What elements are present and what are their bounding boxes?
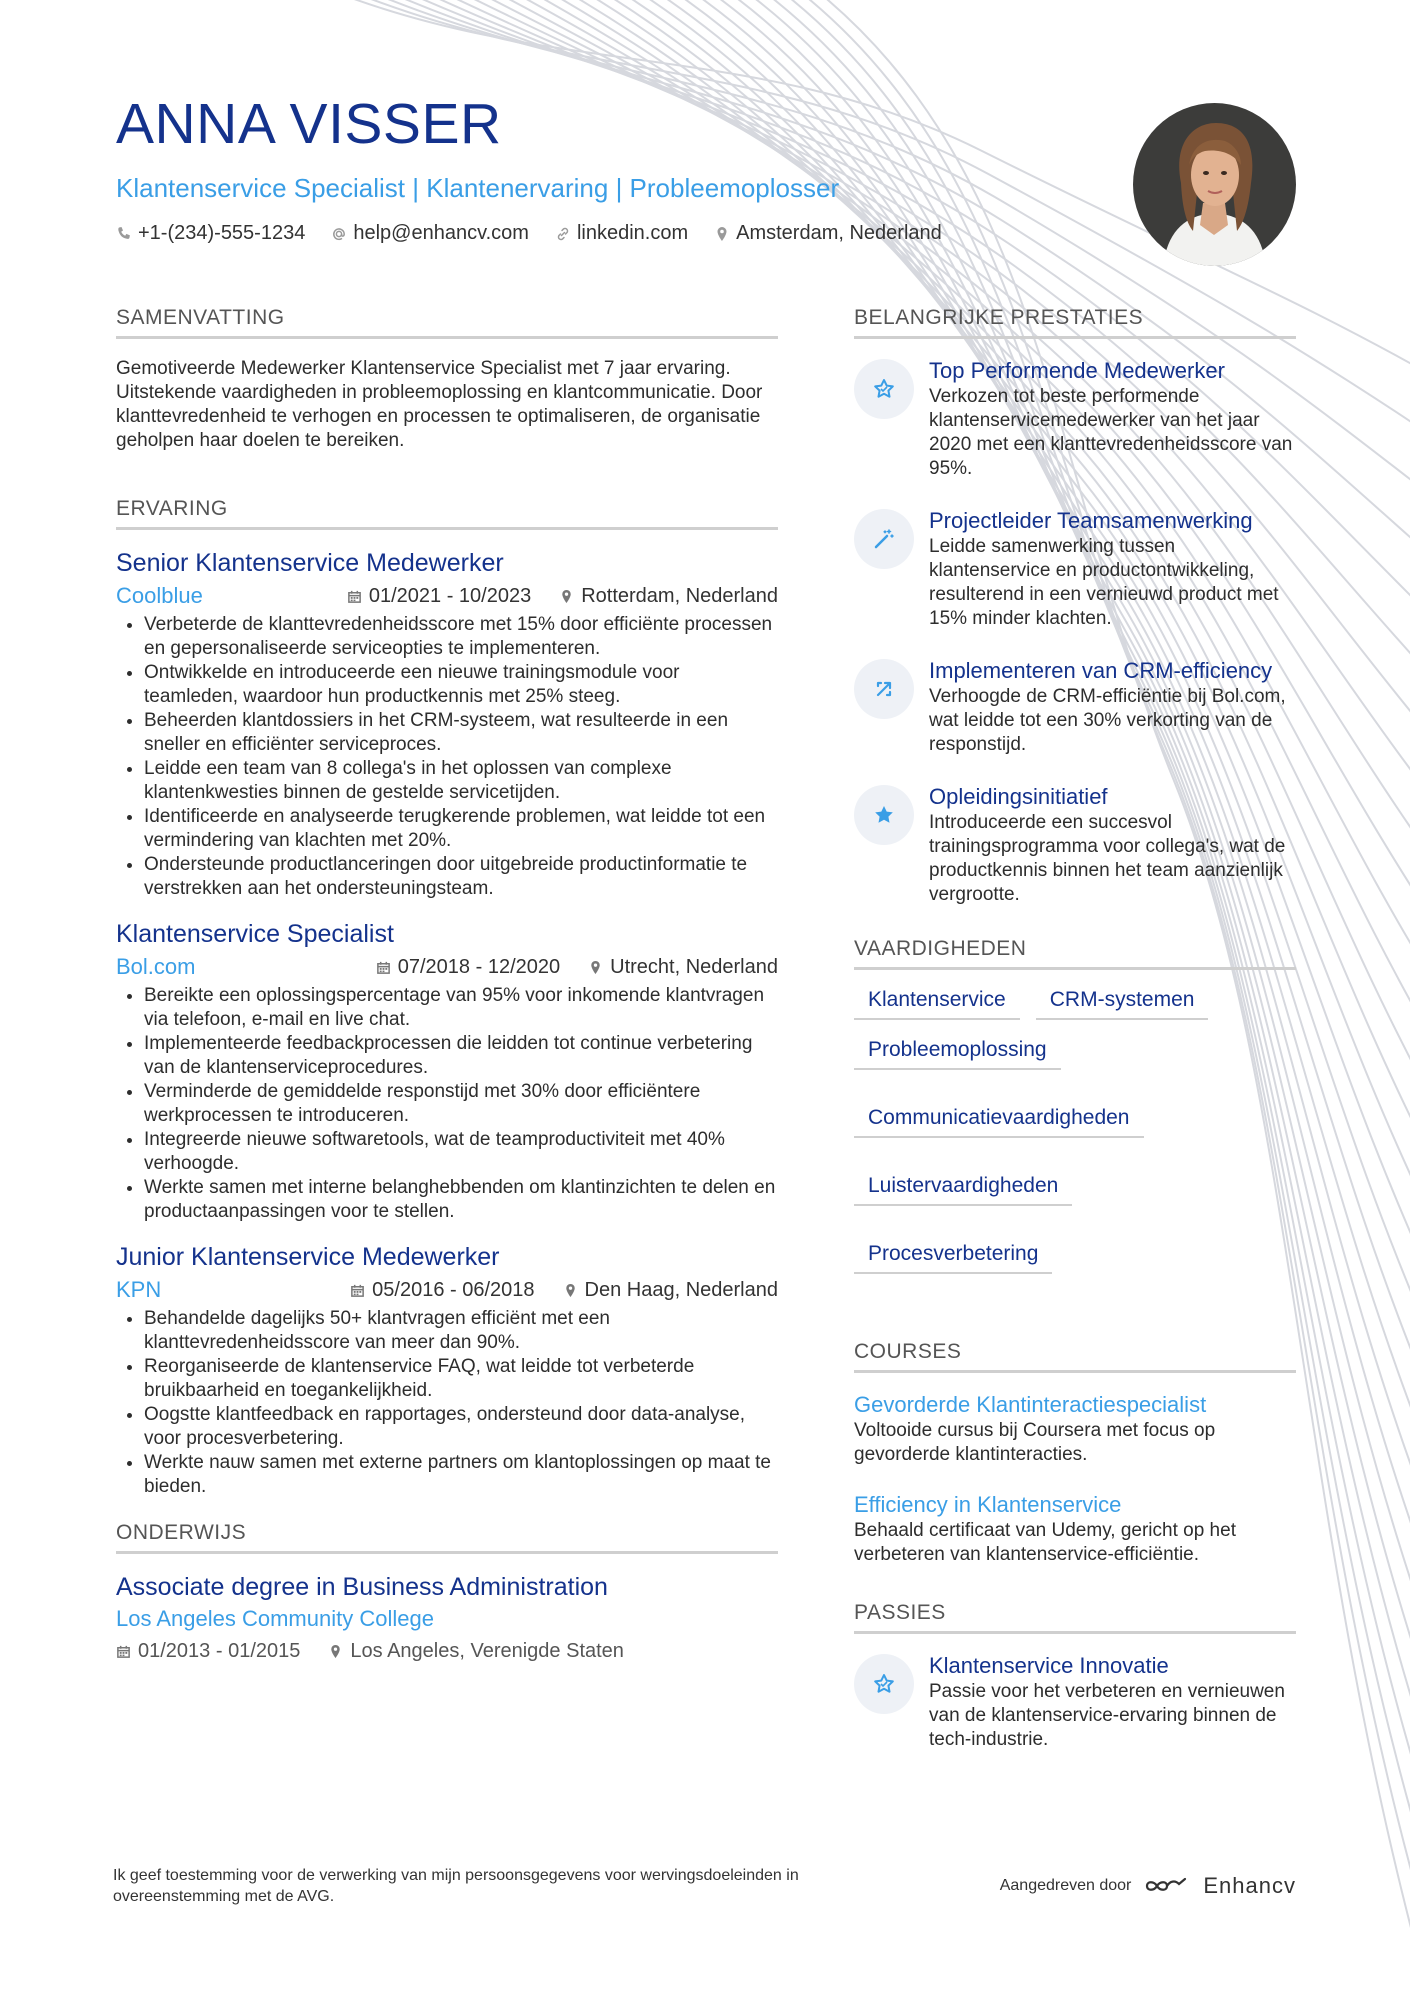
job-title: Junior Klantenservice Medewerker — [116, 1243, 500, 1271]
passion-title: Klantenservice Innovatie — [929, 1653, 1169, 1678]
profile-photo — [1133, 103, 1296, 266]
section-title-experience: ERVARING — [116, 497, 778, 530]
bullet-item: • Verminderde de gemiddelde responstijd met 30% door efficiëntere werkprocessen te introduceren. — [144, 1080, 778, 1128]
contact-list — [116, 222, 1116, 245]
achievement-title: Implementeren van CRM-efficiency — [929, 658, 1273, 683]
calendar-icon — [350, 1283, 365, 1298]
passions-section — [854, 1601, 1296, 1752]
course-title: Efficiency in Klantenservice — [854, 1492, 1122, 1517]
bullet-item: • Bereikte een oplossingspercentage van 95% voor inkomende klantvragen via telefoon, e-mail en live chat. — [144, 984, 778, 1032]
bullet-item: • Implementeerde feedbackprocessen die leidden tot continue verbetering van de klantenserviceprocedures. — [144, 1032, 778, 1080]
job-bullets — [116, 984, 778, 1224]
summary-section — [116, 306, 778, 453]
company-name: Bol.com — [116, 954, 196, 979]
phone-text: +1-(234)-555-1234 — [138, 222, 306, 245]
star-outline-icon — [854, 359, 914, 419]
job-dates — [350, 1279, 534, 1302]
job-entry — [116, 548, 778, 901]
course-item — [854, 1491, 1296, 1567]
bullet-item: • Leidde een team van 8 collega's in het oplossen van complexe klantenkwesties binnen de gestelde servicetijden. — [144, 757, 778, 805]
resume-header — [116, 92, 1116, 245]
location-icon — [563, 1283, 578, 1298]
bullet-item: • Werkte nauw samen met externe partners om klantoplossingen op maat te bieden. — [144, 1451, 778, 1499]
achievement-item — [854, 357, 1296, 481]
bullet-item: • Identificeerde en analyseerde terugkerende problemen, wat leidde tot een vermindering van klachten met 20%. — [144, 805, 778, 853]
job-meta — [116, 1277, 778, 1303]
education-dates — [116, 1640, 300, 1663]
phone-icon — [116, 226, 132, 242]
job-dates — [347, 585, 531, 608]
right-column — [854, 306, 1296, 1796]
job-dates — [376, 956, 560, 979]
section-title-education: ONDERWIJS — [116, 1521, 778, 1554]
achievement-title: Opleidingsinitiatief — [929, 784, 1108, 809]
achievement-item — [854, 507, 1296, 631]
bullet-item: • Reorganiseerde de klantenservice FAQ, wat leidde tot verbeterde bruikbaarheid en toegankelijkheid. — [144, 1355, 778, 1403]
job-dates-text: 07/2018 - 12/2020 — [397, 955, 561, 978]
education-location — [328, 1640, 624, 1663]
calendar-icon — [376, 960, 391, 975]
section-title-skills: VAARDIGHEDEN — [854, 937, 1296, 970]
calendar-icon — [347, 589, 362, 604]
achievement-item — [854, 657, 1296, 757]
headline: Klantenservice Specialist | Klantenervaring | Probleemoplosser — [116, 173, 840, 203]
linkedin-text: linkedin.com — [576, 222, 689, 245]
contact-location — [714, 222, 942, 245]
job-bullets — [116, 1307, 778, 1499]
skill-tag: Probleemoplossing — [854, 1038, 1061, 1070]
job-location-text: Utrecht, Nederland — [610, 955, 778, 978]
company-name: KPN — [116, 1277, 162, 1302]
job-dates-text: 01/2021 - 10/2023 — [368, 584, 532, 607]
course-text: Behaald certificaat van Udemy, gericht op het verbeteren van klantenservice-efficiëntie. — [854, 1520, 1236, 1565]
job-title: Senior Klantenservice Medewerker — [116, 549, 504, 577]
job-location — [559, 585, 778, 608]
job-location — [588, 956, 778, 979]
degree-title: Associate degree in Business Administration — [116, 1573, 608, 1601]
footer — [113, 1865, 1296, 1907]
skill-tag: CRM-systemen — [1036, 988, 1209, 1020]
bullet-item: • Beheerden klantdossiers in het CRM-systeem, wat resulteerde in een sneller en efficiënter serviceproces. — [144, 709, 778, 757]
candidate-name: ANNA VISSER — [116, 92, 502, 156]
skills-list — [854, 988, 1296, 1274]
skill-tag: Procesverbetering — [854, 1242, 1052, 1274]
section-title-achievements: BELANGRIJKE PRESTATIES — [854, 306, 1296, 339]
job-location-text: Den Haag, Nederland — [584, 1278, 778, 1301]
job-entry — [116, 919, 778, 1224]
job-meta — [116, 583, 778, 609]
star-outline-icon — [854, 1654, 914, 1714]
powered-by-label: Aangedreven door — [999, 1877, 1132, 1894]
job-location — [563, 1279, 778, 1302]
link-icon — [555, 226, 571, 242]
bullet-item: • Behandelde dagelijks 50+ klantvragen efficiënt met een klanttevredenheidsscore van meer dan 90%. — [144, 1307, 778, 1355]
achievement-text: Leidde samenwerking tussen klantenservice en productontwikkeling, resulterend in een vernieuwd product met 15% minder klachten. — [929, 536, 1279, 629]
achievement-title: Top Performende Medewerker — [929, 358, 1225, 383]
job-entry — [116, 1242, 778, 1499]
consent-text: Ik geef toestemming voor de verwerking van mijn persoonsgegevens voor wervingsdoeleinden in overeenstemming met de AVG. — [113, 1867, 799, 1905]
at-icon — [331, 226, 347, 242]
achievements-section — [854, 306, 1296, 907]
skill-tag: Klantenservice — [854, 988, 1020, 1020]
bullet-item: • Ontwikkelde en introduceerde een nieuwe trainingsmodule voor teamleden, waardoor hun productkennis met 25% steeg. — [144, 661, 778, 709]
education-meta — [116, 1640, 778, 1663]
education-section — [116, 1521, 778, 1663]
location-icon — [714, 226, 730, 242]
job-meta — [116, 954, 778, 980]
skills-section — [854, 937, 1296, 1274]
school-name: Los Angeles Community College — [116, 1606, 434, 1631]
location-text: Amsterdam, Nederland — [736, 222, 942, 245]
location-icon — [559, 589, 574, 604]
job-dates-text: 05/2016 - 06/2018 — [372, 1278, 535, 1301]
brand-name: Enhancv — [1203, 1873, 1296, 1898]
course-item — [854, 1391, 1296, 1467]
achievement-text: Introduceerde een succesvol trainingsprogramma voor collega's, wat de productkennis binnen het team aanzienlijk vergrootte. — [929, 812, 1286, 905]
company-name: Coolblue — [116, 583, 203, 608]
location-icon — [588, 960, 603, 975]
bullet-item: • Verbeterde de klanttevredenheidsscore met 15% door efficiënte processen en gepersonaliseerde serviceopties te implementeren. — [144, 613, 778, 661]
transfer-icon — [854, 659, 914, 719]
calendar-icon — [116, 1644, 131, 1659]
location-icon — [328, 1644, 343, 1659]
bullet-item: • Integreerde nieuwe softwaretools, wat de teamproductiviteit met 40% verhoogde. — [144, 1128, 778, 1176]
bullet-item: • Ondersteunde productlanceringen door uitgebreide productinformatie te verstrekken aan het ondersteuningsteam. — [144, 853, 778, 901]
job-bullets — [116, 613, 778, 901]
contact-phone[interactable] — [116, 222, 305, 245]
skill-tag: Luistervaardigheden — [854, 1174, 1072, 1206]
summary-text: Gemotiveerde Medewerker Klantenservice Specialist met 7 jaar ervaring. Uitstekende vaardigheden in probleemoplossing en klantcommunicatie. Door klanttevredenheid te verhogen en processen te optimaliseren, de organisatie geholpen haar doelen te bereiken. — [116, 358, 763, 451]
passion-text: Passie voor het verbeteren en vernieuwen van de klantenservice-ervaring binnen de tech-industrie. — [929, 1681, 1285, 1750]
enhancv-logo-icon — [1143, 1874, 1191, 1898]
skill-tag: Communicatievaardigheden — [854, 1106, 1144, 1138]
achievement-text: Verkozen tot beste performende klantenservicemedewerker van het jaar 2020 met een klanttevredenheidsscore van 95%. — [929, 386, 1293, 479]
experience-section — [116, 497, 778, 1499]
job-title: Klantenservice Specialist — [116, 920, 394, 948]
achievement-title: Projectleider Teamsamenwerking — [929, 508, 1253, 533]
education-location-text: Los Angeles, Verenigde Staten — [350, 1640, 624, 1662]
portrait-image — [1133, 103, 1296, 266]
powered-by[interactable] — [1000, 1873, 1296, 1899]
education-dates-text: 01/2013 - 01/2015 — [138, 1640, 301, 1662]
achievement-text: Verhoogde de CRM-efficiëntie bij Bol.com, wat leidde tot een 30% verkorting van de responstijd. — [929, 686, 1286, 755]
bullet-item: • Oogstte klantfeedback en rapportages, ondersteund door data-analyse, voor procesverbetering. — [144, 1403, 778, 1451]
contact-linkedin[interactable] — [555, 222, 688, 245]
passion-item — [854, 1652, 1296, 1752]
job-location-text: Rotterdam, Nederland — [581, 584, 778, 607]
courses-section — [854, 1340, 1296, 1567]
course-text: Voltooide cursus bij Coursera met focus op gevorderde klantinteracties. — [854, 1420, 1216, 1465]
bullet-item: • Werkte samen met interne belanghebbenden om klantinzichten te delen en productaanpassingen voor te stellen. — [144, 1176, 778, 1224]
section-title-summary: SAMENVATTING — [116, 306, 778, 339]
achievement-item — [854, 783, 1296, 907]
course-title: Gevorderde Klantinteractiespecialist — [854, 1392, 1207, 1417]
section-title-courses: COURSES — [854, 1340, 1296, 1373]
contact-email[interactable] — [331, 222, 529, 245]
star-icon — [854, 785, 914, 845]
left-column — [116, 306, 778, 1707]
email-text: help@enhancv.com — [353, 222, 529, 245]
magic-wand-icon — [854, 509, 914, 569]
section-title-passions: PASSIES — [854, 1601, 1296, 1634]
